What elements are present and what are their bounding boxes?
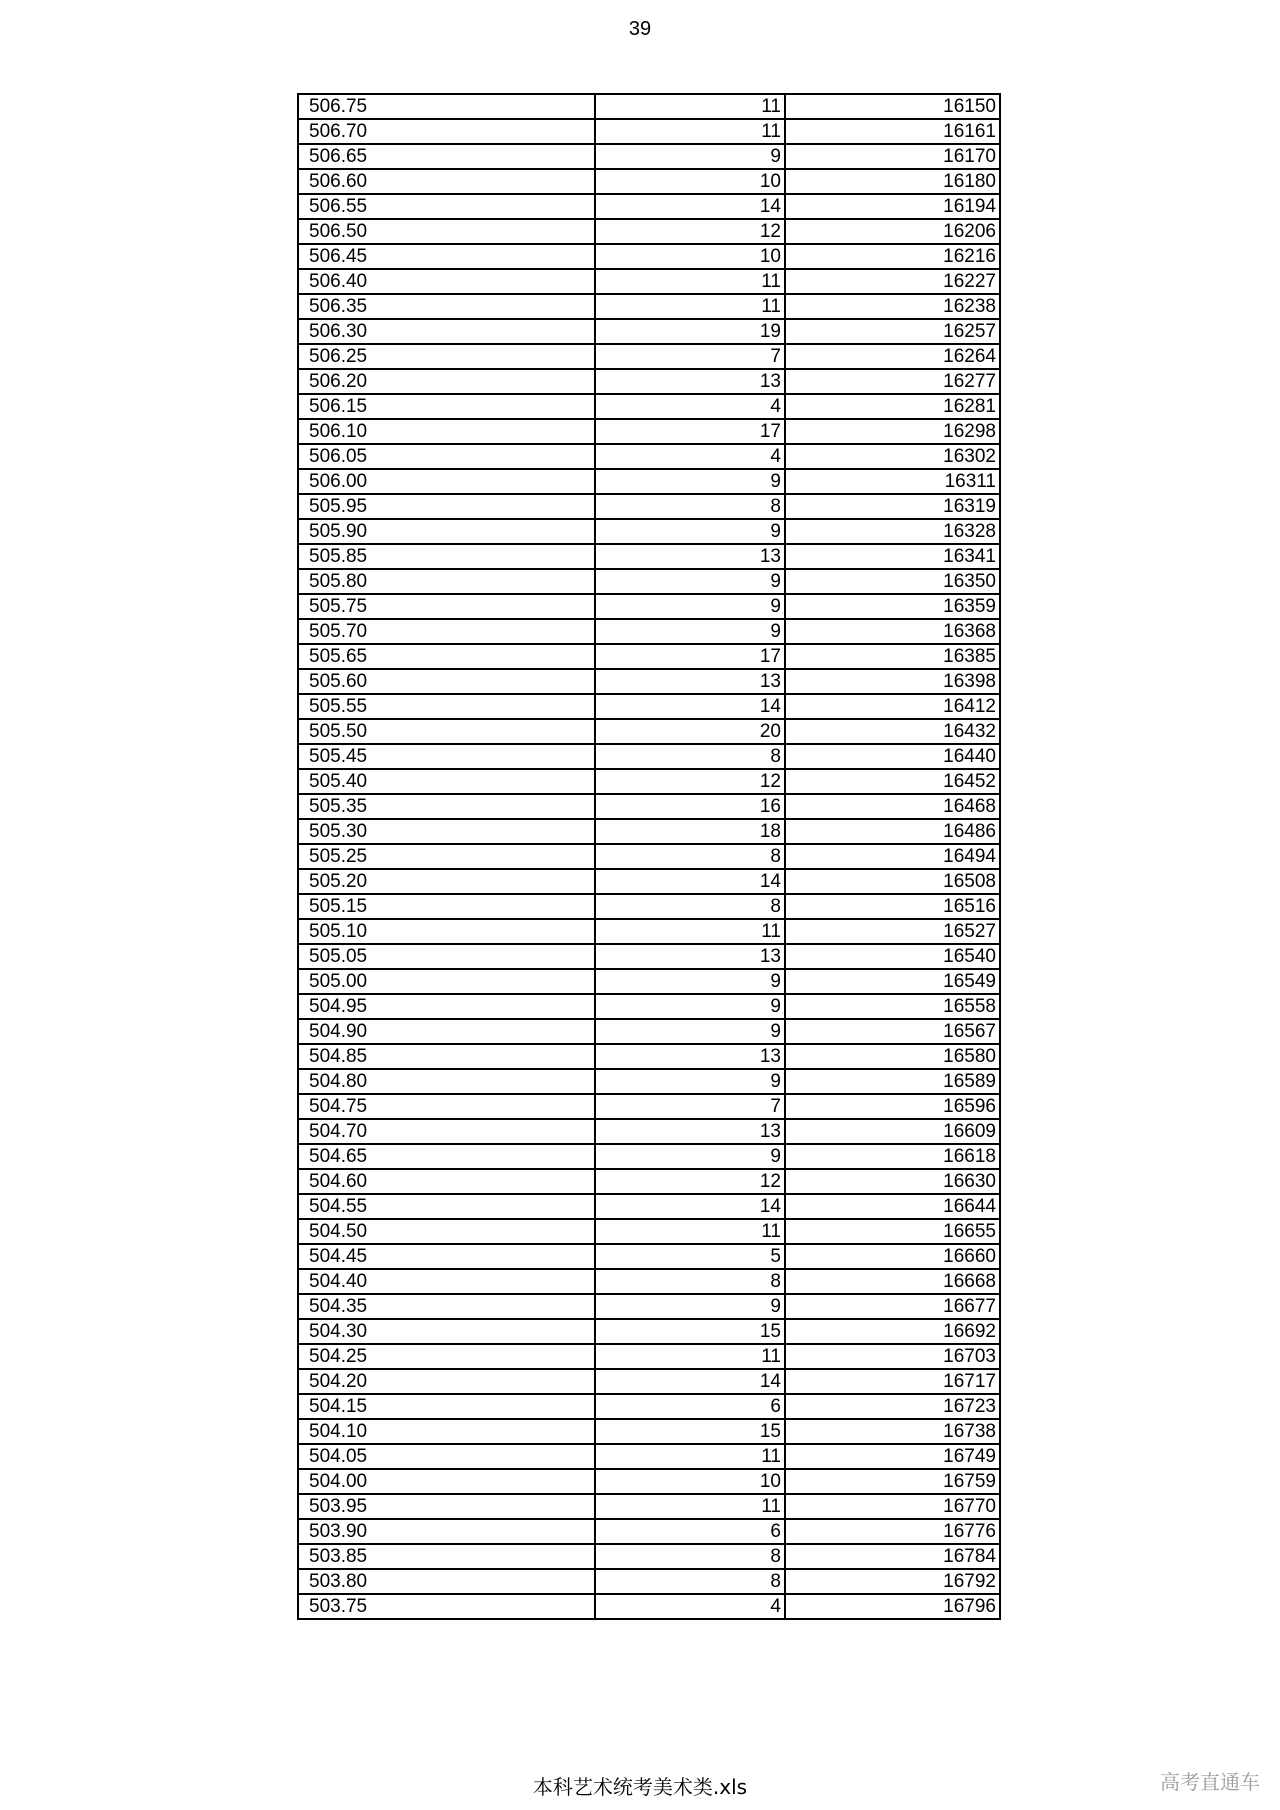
table-row: [298, 1419, 1000, 1444]
count-cell: 9: [595, 519, 785, 544]
cumulative-cell: 16319: [785, 494, 1000, 519]
cumulative-cell: 16311: [785, 469, 1000, 494]
score-cell: 504.50: [298, 1219, 595, 1244]
cumulative-cell: 16618: [785, 1144, 1000, 1169]
cumulative-cell: 16703: [785, 1344, 1000, 1369]
count-cell: 4: [595, 394, 785, 419]
score-cell: 503.80: [298, 1569, 595, 1594]
score-table-body: [298, 94, 1000, 1619]
table-row: [298, 844, 1000, 869]
cumulative-cell: 16440: [785, 744, 1000, 769]
table-row: [298, 169, 1000, 194]
count-cell: 9: [595, 594, 785, 619]
table-row: [298, 1469, 1000, 1494]
count-cell: 16: [595, 794, 785, 819]
score-cell: 506.30: [298, 319, 595, 344]
count-cell: 4: [595, 444, 785, 469]
table-row: [298, 819, 1000, 844]
count-cell: 11: [595, 1219, 785, 1244]
score-cell: 504.70: [298, 1119, 595, 1144]
cumulative-cell: 16194: [785, 194, 1000, 219]
count-cell: 11: [595, 1344, 785, 1369]
table-row: [298, 1369, 1000, 1394]
table-row: [298, 1194, 1000, 1219]
table-row: [298, 1344, 1000, 1369]
cumulative-cell: 16359: [785, 594, 1000, 619]
count-cell: 10: [595, 169, 785, 194]
table-row: [298, 1219, 1000, 1244]
count-cell: 15: [595, 1419, 785, 1444]
score-cell: 505.50: [298, 719, 595, 744]
table-row: [298, 919, 1000, 944]
count-cell: 17: [595, 644, 785, 669]
count-cell: 9: [595, 469, 785, 494]
count-cell: 17: [595, 419, 785, 444]
count-cell: 14: [595, 1194, 785, 1219]
count-cell: 10: [595, 244, 785, 269]
score-cell: 504.40: [298, 1269, 595, 1294]
count-cell: 10: [595, 1469, 785, 1494]
score-cell: 504.60: [298, 1169, 595, 1194]
score-cell: 503.95: [298, 1494, 595, 1519]
cumulative-cell: 16486: [785, 819, 1000, 844]
score-cell: 505.75: [298, 594, 595, 619]
score-cell: 505.90: [298, 519, 595, 544]
table-row: [298, 1144, 1000, 1169]
cumulative-cell: 16580: [785, 1044, 1000, 1069]
table-row: [298, 419, 1000, 444]
table-row: [298, 1294, 1000, 1319]
score-cell: 506.20: [298, 369, 595, 394]
score-cell: 505.35: [298, 794, 595, 819]
count-cell: 13: [595, 1119, 785, 1144]
score-cell: 505.95: [298, 494, 595, 519]
table-row: [298, 744, 1000, 769]
count-cell: 9: [595, 1069, 785, 1094]
table-row: [298, 1569, 1000, 1594]
count-cell: 15: [595, 1319, 785, 1344]
count-cell: 9: [595, 969, 785, 994]
cumulative-cell: 16792: [785, 1569, 1000, 1594]
cumulative-cell: 16589: [785, 1069, 1000, 1094]
count-cell: 13: [595, 544, 785, 569]
score-cell: 504.15: [298, 1394, 595, 1419]
cumulative-cell: 16302: [785, 444, 1000, 469]
table-row: [298, 969, 1000, 994]
count-cell: 13: [595, 669, 785, 694]
count-cell: 9: [595, 144, 785, 169]
score-cell: 504.95: [298, 994, 595, 1019]
count-cell: 9: [595, 569, 785, 594]
cumulative-cell: 16170: [785, 144, 1000, 169]
count-cell: 13: [595, 1044, 785, 1069]
score-cell: 505.20: [298, 869, 595, 894]
score-cell: 504.65: [298, 1144, 595, 1169]
score-cell: 505.45: [298, 744, 595, 769]
score-cell: 503.85: [298, 1544, 595, 1569]
score-cell: 505.60: [298, 669, 595, 694]
cumulative-cell: 16238: [785, 294, 1000, 319]
score-cell: 504.00: [298, 1469, 595, 1494]
cumulative-cell: 16385: [785, 644, 1000, 669]
cumulative-cell: 16784: [785, 1544, 1000, 1569]
count-cell: 12: [595, 1169, 785, 1194]
score-cell: 504.10: [298, 1419, 595, 1444]
count-cell: 14: [595, 694, 785, 719]
table-row: [298, 119, 1000, 144]
cumulative-cell: 16655: [785, 1219, 1000, 1244]
table-row: [298, 219, 1000, 244]
count-cell: 7: [595, 1094, 785, 1119]
cumulative-cell: 16227: [785, 269, 1000, 294]
count-cell: 8: [595, 1269, 785, 1294]
score-cell: 504.75: [298, 1094, 595, 1119]
cumulative-cell: 16328: [785, 519, 1000, 544]
cumulative-cell: 16508: [785, 869, 1000, 894]
score-cell: 506.75: [298, 94, 595, 119]
count-cell: 8: [595, 494, 785, 519]
score-cell: 504.35: [298, 1294, 595, 1319]
table-row: [298, 1494, 1000, 1519]
cumulative-cell: 16668: [785, 1269, 1000, 1294]
cumulative-cell: 16150: [785, 94, 1000, 119]
cumulative-cell: 16277: [785, 369, 1000, 394]
cumulative-cell: 16298: [785, 419, 1000, 444]
cumulative-cell: 16180: [785, 169, 1000, 194]
table-row: [298, 944, 1000, 969]
count-cell: 11: [595, 94, 785, 119]
cumulative-cell: 16452: [785, 769, 1000, 794]
count-cell: 6: [595, 1519, 785, 1544]
score-cell: 505.40: [298, 769, 595, 794]
count-cell: 6: [595, 1394, 785, 1419]
count-cell: 12: [595, 769, 785, 794]
cumulative-cell: 16776: [785, 1519, 1000, 1544]
score-cell: 506.15: [298, 394, 595, 419]
table-row: [298, 619, 1000, 644]
cumulative-cell: 16717: [785, 1369, 1000, 1394]
cumulative-cell: 16692: [785, 1319, 1000, 1344]
count-cell: 9: [595, 1019, 785, 1044]
score-cell: 506.40: [298, 269, 595, 294]
count-cell: 8: [595, 1544, 785, 1569]
cumulative-cell: 16281: [785, 394, 1000, 419]
score-cell: 504.85: [298, 1044, 595, 1069]
count-cell: 11: [595, 919, 785, 944]
score-cell: 506.70: [298, 119, 595, 144]
count-cell: 11: [595, 1444, 785, 1469]
score-cell: 504.55: [298, 1194, 595, 1219]
cumulative-cell: 16494: [785, 844, 1000, 869]
cumulative-cell: 16161: [785, 119, 1000, 144]
score-cell: 505.00: [298, 969, 595, 994]
cumulative-cell: 16412: [785, 694, 1000, 719]
cumulative-cell: 16759: [785, 1469, 1000, 1494]
table-row: [298, 494, 1000, 519]
table-row: [298, 694, 1000, 719]
cumulative-cell: 16558: [785, 994, 1000, 1019]
score-cell: 505.15: [298, 894, 595, 919]
table-row: [298, 594, 1000, 619]
cumulative-cell: 16677: [785, 1294, 1000, 1319]
table-row: [298, 994, 1000, 1019]
cumulative-cell: 16770: [785, 1494, 1000, 1519]
count-cell: 11: [595, 294, 785, 319]
watermark-text: 高考直通车: [1160, 1770, 1260, 1794]
count-cell: 9: [595, 619, 785, 644]
score-distribution-table: [297, 93, 1001, 1620]
score-cell: 504.80: [298, 1069, 595, 1094]
table-row: [298, 1119, 1000, 1144]
table-row: [298, 544, 1000, 569]
cumulative-cell: 16350: [785, 569, 1000, 594]
score-cell: 506.05: [298, 444, 595, 469]
score-cell: 506.00: [298, 469, 595, 494]
cumulative-cell: 16368: [785, 619, 1000, 644]
score-cell: 506.50: [298, 219, 595, 244]
cumulative-cell: 16216: [785, 244, 1000, 269]
score-cell: 506.25: [298, 344, 595, 369]
table-row: [298, 719, 1000, 744]
table-row: [298, 1044, 1000, 1069]
table-row: [298, 1019, 1000, 1044]
count-cell: 9: [595, 994, 785, 1019]
count-cell: 8: [595, 894, 785, 919]
table-row: [298, 1094, 1000, 1119]
count-cell: 8: [595, 844, 785, 869]
score-cell: 505.70: [298, 619, 595, 644]
table-row: [298, 144, 1000, 169]
table-row: [298, 1069, 1000, 1094]
count-cell: 11: [595, 1494, 785, 1519]
table-row: [298, 1394, 1000, 1419]
score-cell: 503.90: [298, 1519, 595, 1544]
count-cell: 13: [595, 369, 785, 394]
score-cell: 504.45: [298, 1244, 595, 1269]
footer-file-name: 本科艺术统考美术类.xls: [532, 1775, 748, 1799]
cumulative-cell: 16567: [785, 1019, 1000, 1044]
cumulative-cell: 16527: [785, 919, 1000, 944]
table-row: [298, 319, 1000, 344]
score-cell: 506.35: [298, 294, 595, 319]
score-cell: 504.20: [298, 1369, 595, 1394]
score-cell: 506.65: [298, 144, 595, 169]
count-cell: 14: [595, 194, 785, 219]
cumulative-cell: 16398: [785, 669, 1000, 694]
score-cell: 504.25: [298, 1344, 595, 1369]
count-cell: 14: [595, 869, 785, 894]
count-cell: 8: [595, 744, 785, 769]
score-cell: 505.85: [298, 544, 595, 569]
count-cell: 20: [595, 719, 785, 744]
cumulative-cell: 16796: [785, 1594, 1000, 1619]
cumulative-cell: 16630: [785, 1169, 1000, 1194]
cumulative-cell: 16644: [785, 1194, 1000, 1219]
table-row: [298, 294, 1000, 319]
table-row: [298, 444, 1000, 469]
table-row: [298, 1269, 1000, 1294]
count-cell: 9: [595, 1294, 785, 1319]
score-cell: 503.75: [298, 1594, 595, 1619]
count-cell: 13: [595, 944, 785, 969]
table-row: [298, 194, 1000, 219]
cumulative-cell: 16257: [785, 319, 1000, 344]
cumulative-cell: 16206: [785, 219, 1000, 244]
score-cell: 504.90: [298, 1019, 595, 1044]
score-cell: 505.10: [298, 919, 595, 944]
cumulative-cell: 16723: [785, 1394, 1000, 1419]
table-row: [298, 1544, 1000, 1569]
count-cell: 8: [595, 1569, 785, 1594]
count-cell: 9: [595, 1144, 785, 1169]
table-row: [298, 1594, 1000, 1619]
cumulative-cell: 16738: [785, 1419, 1000, 1444]
cumulative-cell: 16468: [785, 794, 1000, 819]
score-cell: 506.60: [298, 169, 595, 194]
table-row: [298, 1519, 1000, 1544]
table-row: [298, 1169, 1000, 1194]
cumulative-cell: 16432: [785, 719, 1000, 744]
table-row: [298, 1319, 1000, 1344]
table-row: [298, 869, 1000, 894]
score-cell: 505.25: [298, 844, 595, 869]
cumulative-cell: 16596: [785, 1094, 1000, 1119]
score-cell: 504.05: [298, 1444, 595, 1469]
table-row: [298, 244, 1000, 269]
table-row: [298, 519, 1000, 544]
score-cell: 505.80: [298, 569, 595, 594]
table-row: [298, 269, 1000, 294]
cumulative-cell: 16549: [785, 969, 1000, 994]
table-row: [298, 794, 1000, 819]
score-cell: 506.45: [298, 244, 595, 269]
table-row: [298, 769, 1000, 794]
count-cell: 12: [595, 219, 785, 244]
table-row: [298, 344, 1000, 369]
score-cell: 505.55: [298, 694, 595, 719]
count-cell: 7: [595, 344, 785, 369]
cumulative-cell: 16609: [785, 1119, 1000, 1144]
table-row: [298, 669, 1000, 694]
count-cell: 19: [595, 319, 785, 344]
table-row: [298, 569, 1000, 594]
table-row: [298, 1444, 1000, 1469]
table-row: [298, 369, 1000, 394]
score-cell: 504.30: [298, 1319, 595, 1344]
count-cell: 11: [595, 119, 785, 144]
count-cell: 14: [595, 1369, 785, 1394]
cumulative-cell: 16264: [785, 344, 1000, 369]
score-cell: 505.65: [298, 644, 595, 669]
score-cell: 505.05: [298, 944, 595, 969]
cumulative-cell: 16749: [785, 1444, 1000, 1469]
table-row: [298, 394, 1000, 419]
cumulative-cell: 16341: [785, 544, 1000, 569]
count-cell: 4: [595, 1594, 785, 1619]
table-row: [298, 94, 1000, 119]
cumulative-cell: 16516: [785, 894, 1000, 919]
table-row: [298, 1244, 1000, 1269]
table-row: [298, 469, 1000, 494]
count-cell: 11: [595, 269, 785, 294]
count-cell: 5: [595, 1244, 785, 1269]
score-cell: 505.30: [298, 819, 595, 844]
score-cell: 506.55: [298, 194, 595, 219]
table-row: [298, 644, 1000, 669]
count-cell: 18: [595, 819, 785, 844]
cumulative-cell: 16540: [785, 944, 1000, 969]
cumulative-cell: 16660: [785, 1244, 1000, 1269]
table-row: [298, 894, 1000, 919]
page-number: 39: [628, 18, 652, 40]
score-cell: 506.10: [298, 419, 595, 444]
